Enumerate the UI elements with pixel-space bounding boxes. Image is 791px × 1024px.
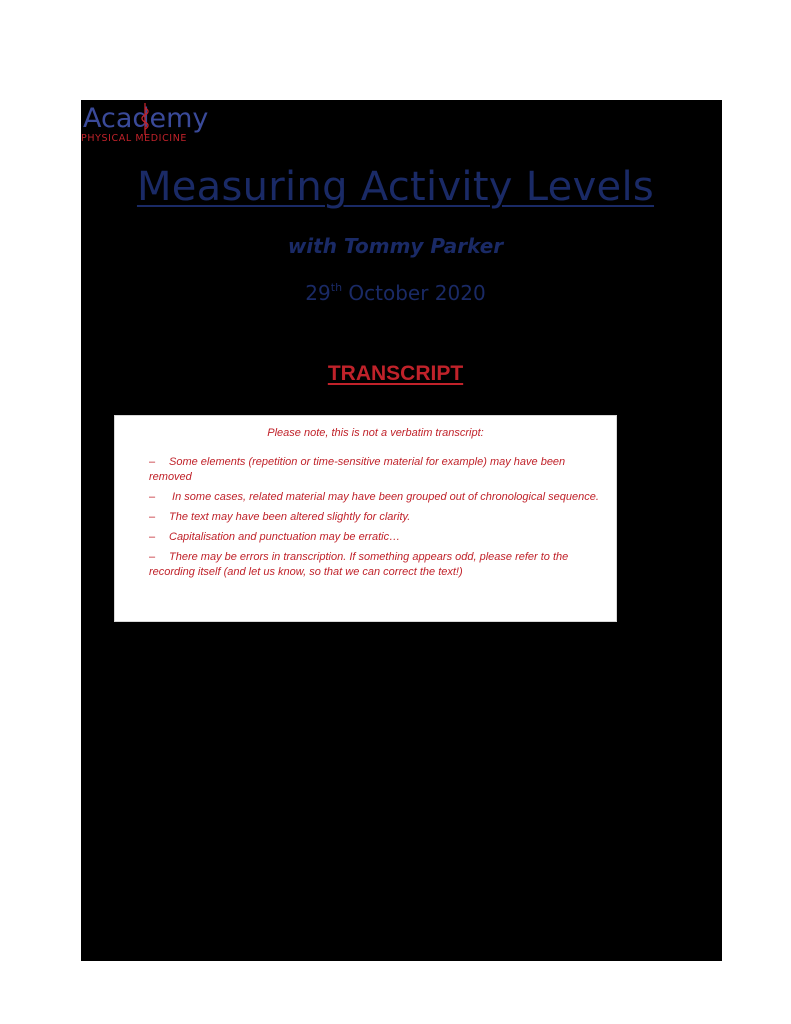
notice-item [149, 455, 602, 485]
notice-item-text: There may be errors in transcription. If something appears odd, please refer to the recording itself (and let us know, so that we can correct the text!) [149, 551, 569, 578]
cover-panel [81, 100, 722, 961]
dash-bullet: – [149, 531, 156, 543]
transcript-heading: TRANSCRIPT [327, 362, 464, 385]
notice-item [149, 510, 602, 525]
transcript-notice-box [114, 415, 617, 622]
date-day: 29 [305, 281, 331, 305]
notice-item [149, 550, 602, 580]
notice-item-text: Some elements (repetition or time-sensitive material for example) may have been removed [149, 456, 566, 483]
dash-bullet: – [149, 511, 156, 523]
logo-wordmark: Academy [83, 103, 209, 134]
session-date [81, 279, 710, 307]
date-suffix: th [330, 281, 343, 294]
dash-bullet: – [149, 456, 156, 468]
presenter-line: with Tommy Parker [287, 234, 504, 258]
notice-item-text: The text may have been altered slightly for clarity. [169, 511, 411, 523]
academy-logo [81, 104, 221, 148]
notice-list [149, 455, 602, 580]
notice-item-text: In some cases, related material may have been grouped out of chronological sequence. [169, 491, 599, 503]
dash-bullet: – [149, 551, 156, 563]
logo-subtitle: PHYSICAL MEDICINE [81, 133, 188, 144]
notice-item-text: Capitalisation and punctuation may be erratic… [169, 531, 401, 543]
date-month-year: October 2020 [342, 281, 486, 305]
document-title: Measuring Activity Levels [136, 164, 655, 210]
notice-item [149, 530, 602, 545]
rod-of-asclepius-icon [140, 102, 150, 136]
notice-heading: Please note, this is not a verbatim transcript: [267, 427, 484, 439]
notice-item [149, 490, 602, 505]
dash-bullet: – [149, 491, 156, 503]
